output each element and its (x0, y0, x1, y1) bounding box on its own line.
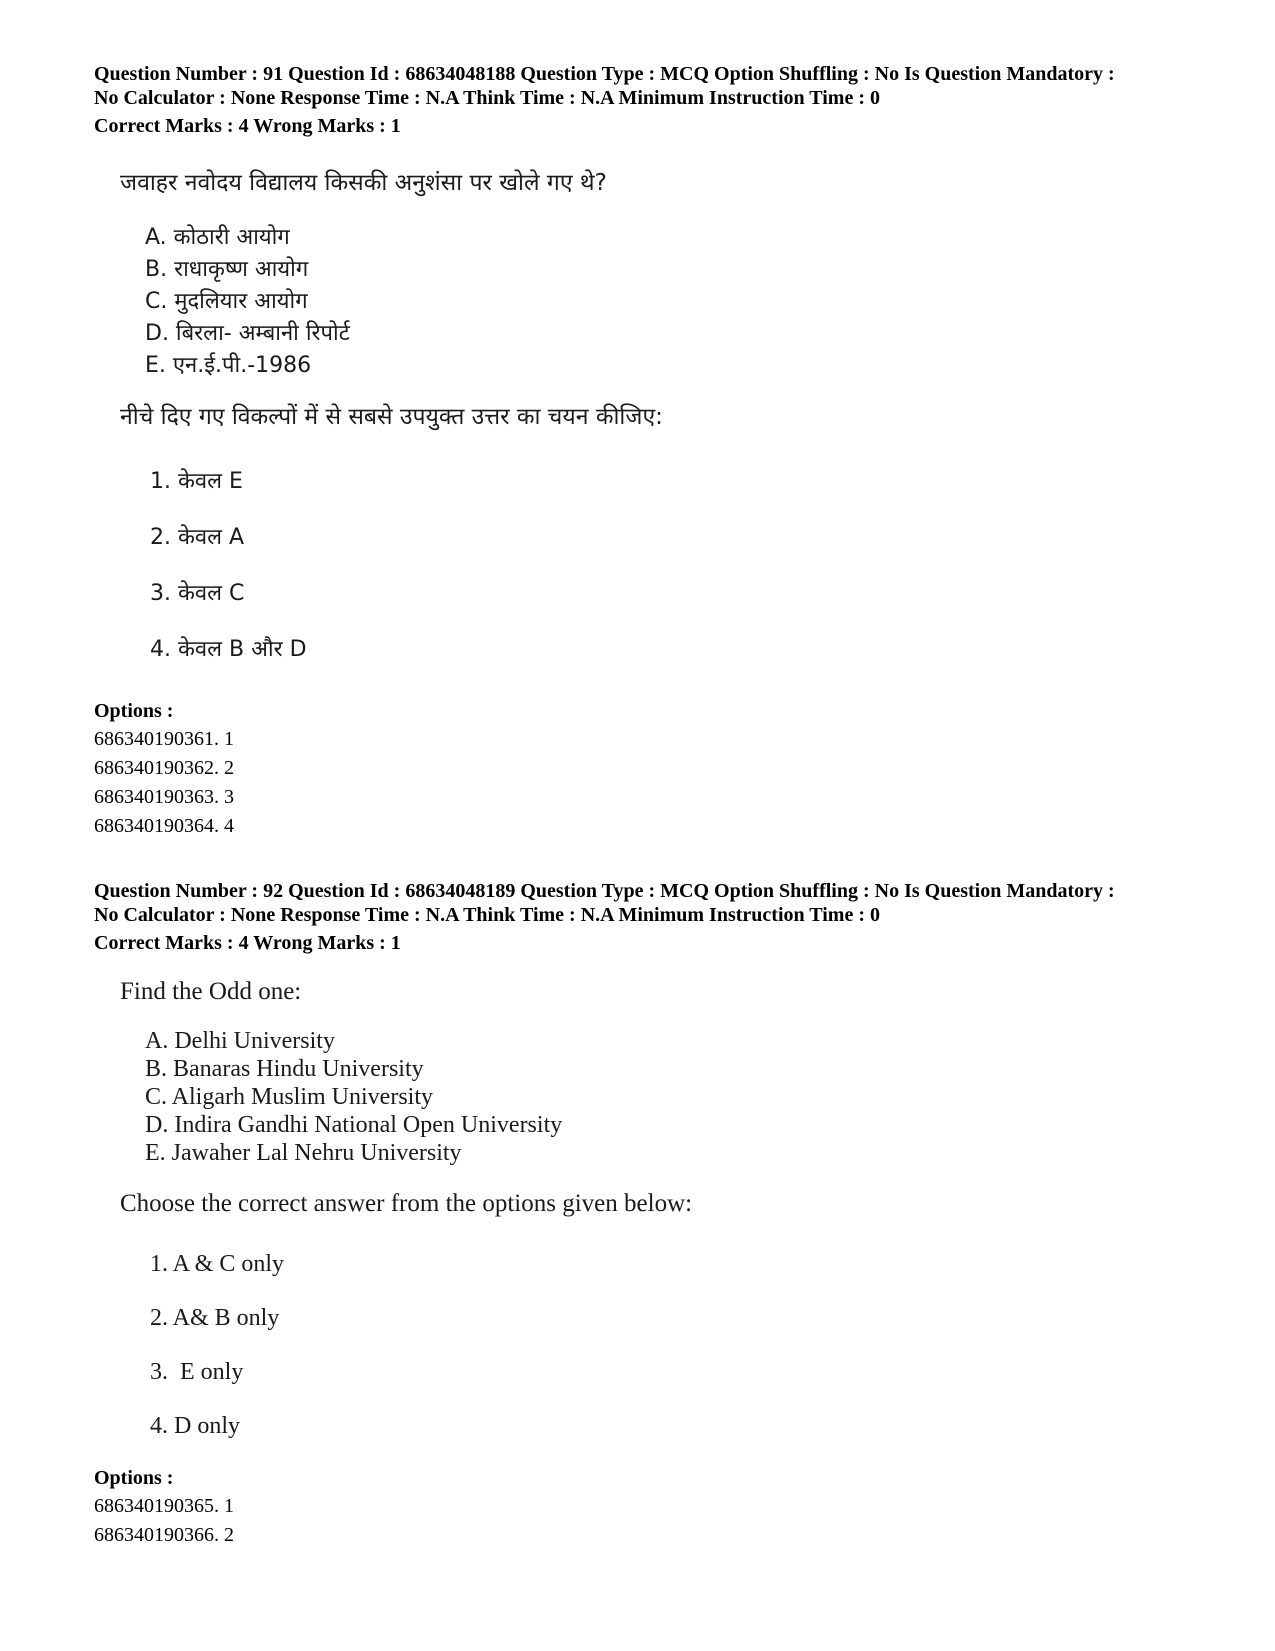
option-line: 686340190364. 4 (94, 815, 234, 837)
statement-item: B. Banaras Hindu University (145, 1056, 424, 1082)
answer-choice: 2. केवल A (150, 525, 245, 550)
option-line: 686340190362. 2 (94, 757, 234, 779)
answer-choice: 4. केवल B और D (150, 637, 307, 662)
statement-item: E. Jawaher Lal Nehru University (145, 1140, 462, 1166)
question-image-hindi (120, 168, 1214, 678)
answer-choice: 3. केवल C (150, 581, 245, 606)
statement-item: A. Delhi University (145, 1028, 335, 1054)
statement-item: D. Indira Gandhi National Open University (145, 1112, 563, 1138)
options-block-92 (94, 1464, 1214, 1550)
question-block-91 (94, 62, 1214, 678)
question-block-92 (94, 879, 1214, 1453)
option-line: 686340190363. 3 (94, 786, 234, 808)
question-meta-line2: No Calculator : None Response Time : N.A Think Time : N.A Minimum Instruction Time : 0 (94, 87, 880, 109)
statement-list (145, 222, 1214, 382)
statement-list (145, 1027, 1214, 1167)
answer-choice: 1. A & C only (150, 1251, 285, 1277)
question-instruction: नीचे दिए गए विकल्पों में से सबसे उपयुक्त उत्तर का चयन कीजिए: (120, 404, 663, 430)
question-meta-line2: No Calculator : None Response Time : N.A Think Time : N.A Minimum Instruction Time : 0 (94, 904, 880, 926)
answer-choice: 4. D only (150, 1413, 240, 1439)
answer-choice: 1. केवल E (150, 469, 243, 494)
option-line: 686340190366. 2 (94, 1524, 234, 1546)
question-meta-line1: Question Number : 91 Question Id : 68634048188 Question Type : MCQ Option Shuffling : No Is Question Mandatory : (94, 63, 1115, 85)
question-instruction: Choose the correct answer from the options given below: (120, 1190, 693, 1217)
statement-item: D. बिरला- अम्बानी रिपोर्ट (145, 321, 350, 346)
marks-line: Correct Marks : 4 Wrong Marks : 1 (94, 932, 401, 954)
options-block-91 (94, 697, 1214, 841)
options-heading: Options : (94, 700, 174, 722)
answer-choice-list (150, 454, 1214, 678)
option-line: 686340190361. 1 (94, 728, 234, 750)
answer-choice: 2. A& B only (150, 1305, 280, 1331)
marks-line: Correct Marks : 4 Wrong Marks : 1 (94, 115, 401, 137)
question-stem: Find the Odd one: (120, 978, 302, 1005)
answer-choice: 3. E only (150, 1359, 244, 1385)
options-heading: Options : (94, 1467, 174, 1489)
question-meta-line1: Question Number : 92 Question Id : 68634048189 Question Type : MCQ Option Shuffling : No Is Question Mandatory : (94, 880, 1115, 902)
statement-item: B. राधाकृष्ण आयोग (145, 257, 309, 282)
statement-item: A. कोठारी आयोग (145, 225, 290, 250)
question-image-english (120, 977, 1214, 1453)
statement-item: E. एन.ई.पी.-1986 (145, 353, 312, 378)
question-stem: जवाहर नवोदय विद्यालय किसकी अनुशंसा पर खोले गए थे? (120, 170, 607, 196)
answer-choice-list (150, 1237, 1214, 1453)
statement-item: C. मुदलियार आयोग (145, 289, 308, 314)
option-line: 686340190365. 1 (94, 1495, 234, 1517)
statement-item: C. Aligarh Muslim University (145, 1084, 433, 1110)
